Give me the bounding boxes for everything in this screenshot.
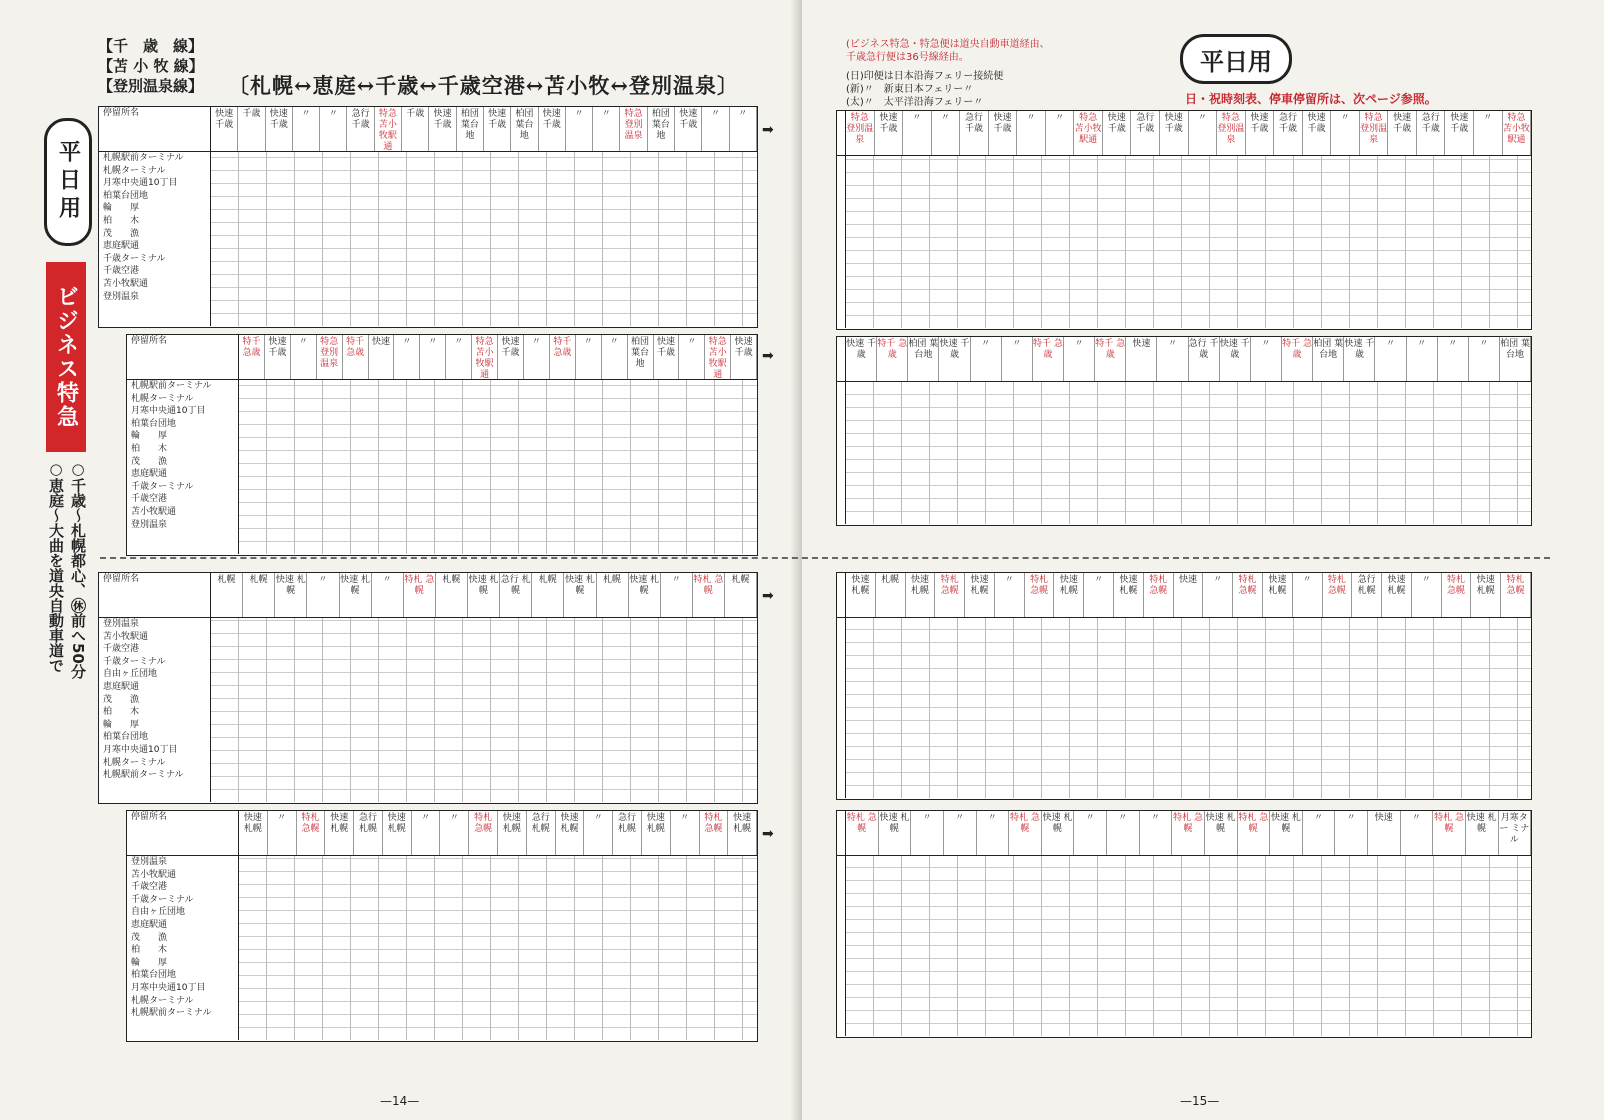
service-column-header: 快速 札幌 [906,573,936,617]
service-column-header: 〃 [1002,337,1033,381]
service-column-header: 特札 急幌 [1323,573,1353,617]
timetable-sapporo-inbound-2 [126,810,758,1042]
service-column-header: 快速 札幌 [642,811,671,855]
station-name: 柏葉台団地 [131,418,177,429]
table-header [99,573,757,618]
station-list [837,156,846,328]
right-page [802,0,1604,1120]
service-column-header: 快速 千歳 [1388,111,1417,155]
station-name: 自由ヶ丘団地 [131,907,186,918]
service-column-header: 特札 急幌 [404,573,436,617]
timetable-grid [846,156,1531,328]
service-column-header: 快速 千歳 [429,107,456,151]
service-column-header: 〃 [1189,111,1218,155]
station-name: 月寒中央通10丁目 [103,744,178,755]
station-name: 茂 漁 [103,694,140,705]
service-column-header: 特札 急幌 [1238,811,1271,855]
service-column-header: 特札 急幌 [469,811,498,855]
service-column-header: 〃 [1084,573,1114,617]
service-column-header: 柏団 葉台地 [1500,337,1531,381]
station-name: 苫小牧駅通 [131,869,177,880]
service-column-header: 特千 急歳 [877,337,908,381]
station-name: 柏葉台団地 [103,732,149,743]
service-column-header: 〃 [1140,811,1173,855]
station-name: 恵庭駅通 [103,681,140,692]
service-column-header: 快速 千歳 [1246,111,1275,155]
service-column-header: 柏団 葉台地 [628,335,654,379]
service-column-header: 快速 [1174,573,1204,617]
station-name: 札幌駅前ターミナル [103,153,184,163]
station-name: 千歳空港 [131,882,168,893]
service-column-header: 札幌 [725,573,757,617]
service-column-header: 急行 札幌 [1352,573,1382,617]
service-column-header: 〃 [977,811,1010,855]
service-column-header: 〃 [903,111,932,155]
service-column-header: 〃 [566,107,593,151]
service-column-header: 急行 千歳 [960,111,989,155]
service-column-header: 快速 [1126,337,1157,381]
service-column-header: 快速 札幌 [340,573,372,617]
station-name: 自由ヶ丘団地 [103,669,158,680]
station-name: 登別温泉 [103,619,140,629]
service-column-header: 特札 急幌 [1433,811,1466,855]
service-column-header: 快速 札幌 [239,811,268,855]
page-number-left: —14— [380,1094,420,1108]
station-name: 札幌駅前ターミナル [131,1008,212,1019]
service-column-header: 快速 札幌 [846,573,876,617]
service-column-header: 特札 急幌 [846,811,879,855]
timetable-right-outbound-1 [836,110,1532,330]
line-name-noboribetsu: 【登別温泉線】 [98,77,204,95]
service-column-header: 特急 登別温泉 [846,111,875,155]
station-column-header [837,811,846,855]
service-column-header: 〃 [1474,111,1503,155]
station-name: 柏 木 [131,443,168,454]
service-column-header: 特千 急歳 [239,335,265,379]
service-column-header: 快速 千歳 [265,335,291,379]
table-header [99,107,757,152]
station-name: 札幌ターミナル [131,995,194,1006]
line-names [98,36,204,96]
continue-arrow-icon: ➡ [762,348,774,364]
station-name: 札幌駅前ターミナル [103,770,184,781]
continue-arrow-icon: ➡ [762,588,774,604]
service-column-header: 〃 [524,335,550,379]
service-column-header: 〃 [576,335,602,379]
service-column-header: 〃 [932,111,961,155]
station-name: 札幌ターミナル [103,757,166,768]
service-column-header: 札幌 [436,573,468,617]
service-column-header: 特札 急幌 [297,811,326,855]
continue-arrow-icon: ➡ [762,122,774,138]
station-name: 茂 漁 [131,932,168,943]
service-column-header: 快速 札幌 [1382,573,1412,617]
station-column-header: 停留所名 [99,107,211,151]
timetable-right-inbound-2 [836,810,1532,1038]
service-column-header: 急行 札幌 [527,811,556,855]
service-column-header: 〃 [1064,337,1095,381]
service-column-header: 快速 千歳 [539,107,566,151]
timetable-grid [846,382,1531,524]
service-column-header: 〃 [1375,337,1406,381]
timetable-sapporo-outbound-2 [126,334,758,556]
station-name: 千歳空港 [103,644,140,655]
service-column-header: 快速 千歳 [211,107,238,151]
holiday-note: 日・祝時刻表、停車停留所は、次ページ参照。 [1185,92,1437,106]
service-column-header: 急行 千歳 [1131,111,1160,155]
station-list [837,382,846,524]
station-name: 苫小牧駅通 [103,278,149,289]
station-name: 輪 厚 [131,957,168,968]
station-column-header: 停留所名 [127,335,239,379]
route-title: 〔札幌↔恵庭↔千歳↔千歳空港↔苫小牧↔登別温泉〕 [228,73,739,98]
service-column-header: 特急 苫小牧駅通 [1503,111,1532,155]
service-column-header: 〃 [671,811,700,855]
service-column-header: 〃 [1469,337,1500,381]
station-list [127,380,239,554]
service-column-header: 〃 [1107,811,1140,855]
business-express-note: ○千歳〜札幌都心、㊡前へ50分 ○恵庭〜大曲を道央自動車道で [47,460,87,679]
service-column-header: 〃 [412,811,441,855]
line-name-chitose: 【千 歳 線】 [98,37,204,55]
timetable-grid [239,856,757,1040]
station-name: 苫小牧駅通 [103,631,149,642]
service-column-header: 快速 札幌 [275,573,307,617]
service-column-header: 特急 苫小牧駅通 [705,335,731,379]
timetable-grid [846,856,1531,1036]
service-column-header: 〃 [661,573,693,617]
timetable-sapporo-inbound-1 [98,572,758,804]
service-column-header: 〃 [593,107,620,151]
service-column-header: 快速 札幌 [879,811,912,855]
service-column-header: 柏団 葉台地 [1313,337,1344,381]
business-express-badge [46,262,86,452]
service-column-header: 快速 札幌 [728,811,757,855]
station-name: 恵庭駅通 [131,469,168,480]
service-column-header: 〃 [1157,337,1188,381]
service-column-header: 特千 急歳 [1095,337,1126,381]
service-column-header: 快速 札幌 [383,811,412,855]
service-column-header: 快速 千歳 [484,107,511,151]
service-column-header: 急行 札幌 [354,811,383,855]
table-header [837,111,1531,156]
station-name: 柏 木 [131,945,168,956]
service-column-header: 快速 千歳 [498,335,524,379]
station-column-header: 停留所名 [127,811,239,855]
station-list [99,152,211,326]
service-column-header: 〃 [1074,811,1107,855]
service-column-header: 〃 [394,335,420,379]
service-column-header: 特千 急歳 [1033,337,1064,381]
service-column-header: 特札 急幌 [1501,573,1531,617]
service-column-header: 札幌 [876,573,906,617]
service-column-header: 〃 [702,107,729,151]
service-column-header: 快速 札幌 [1471,573,1501,617]
timetable-grid [211,618,757,802]
station-name: 恵庭駅通 [131,919,168,930]
service-column-header: 快速 札幌 [1114,573,1144,617]
service-column-header: 〃 [1438,337,1469,381]
service-column-header: 快速 札幌 [1263,573,1293,617]
table-header [127,811,757,856]
weekday-badge [44,118,92,246]
station-name: 茂 漁 [103,228,140,239]
service-column-header: 〃 [971,337,1002,381]
station-name: 月寒中央通10丁目 [103,178,178,189]
station-name: 輪 厚 [131,431,168,442]
service-column-header: 札幌 [243,573,275,617]
service-column-header: 柏団 葉台地 [511,107,538,151]
service-column-header: 特千 急歳 [550,335,576,379]
service-column-header: 急行 千歳 [1274,111,1303,155]
station-column-header [837,111,846,155]
service-column-header: 特急 登別温泉 [1217,111,1246,155]
ferry-notes: (日)印便は日本沿海フェリー接続便 (新)〃 新東日本フェリー〃 (太)〃 太平洋沿海フェリー〃 [846,71,1004,108]
service-column-header: 快速 [369,335,395,379]
service-column-header: 急行 千歳 [1417,111,1446,155]
table-header [127,335,757,380]
timetable-grid [211,152,757,326]
service-column-header: 〃 [440,811,469,855]
timetable-right-outbound-2 [836,336,1532,526]
station-name: 柏 木 [103,707,140,718]
station-name: 札幌ターミナル [103,165,166,176]
station-list [99,618,211,802]
station-name: 輪 厚 [103,203,140,214]
service-column-header: 〃 [1331,111,1360,155]
service-column-header: 快速 千歳 [1103,111,1132,155]
station-name: 札幌ターミナル [131,393,194,404]
section-divider [100,557,1550,559]
service-column-header: 特千 急歳 [343,335,369,379]
business-express-label: ビジネス特急 [53,285,79,429]
service-column-header: 〃 [372,573,404,617]
service-column-header: 特札 急幌 [1172,811,1205,855]
service-column-header: 特札 急幌 [1233,573,1263,617]
service-column-header: 快速 千歳 [1220,337,1251,381]
timetable-right-inbound-1 [836,572,1532,800]
service-column-header: 千歳 [238,107,265,151]
service-column-header: 〃 [420,335,446,379]
service-column-header: 特札 急幌 [935,573,965,617]
timetable-sapporo-outbound-1 [98,106,758,328]
service-column-header: 快速 千歳 [731,335,757,379]
station-column-header: 停留所名 [99,573,211,617]
service-column-header: 特急 登別温泉 [1360,111,1389,155]
service-column-header: 〃 [730,107,757,151]
service-column-header: 〃 [1251,337,1282,381]
service-column-header: 〃 [1401,811,1434,855]
service-column-header: 快速 千歳 [846,337,877,381]
station-list [837,856,846,1036]
service-column-header: 特急 苫小牧駅通 [1074,111,1103,155]
service-column-header: 柏団 葉台地 [908,337,939,381]
service-column-header: 〃 [268,811,297,855]
service-column-header: 〃 [1412,573,1442,617]
service-column-header: 特急 苫小牧駅通 [472,335,498,379]
service-column-header: 急行 札幌 [500,573,532,617]
service-column-header: 快速 札幌 [564,573,596,617]
service-column-header: 〃 [1303,811,1336,855]
service-column-header: 快速 千歳 [654,335,680,379]
service-column-header: 〃 [293,107,320,151]
service-column-header: 〃 [995,573,1025,617]
service-column-header: 月寒ター ミナル [1499,811,1532,855]
service-column-header: 快速 千歳 [1303,111,1332,155]
station-name: 千歳ターミナル [103,656,166,667]
service-column-header: 特千 急歳 [1282,337,1313,381]
table-header [837,573,1531,618]
service-column-header: 〃 [1017,111,1046,155]
table-header [837,811,1531,856]
service-column-header: 急行 千歳 [1189,337,1220,381]
station-name: 茂 漁 [131,456,168,467]
service-column-header: 〃 [1293,573,1323,617]
service-column-header: 〃 [1046,111,1075,155]
station-name: 千歳空港 [103,266,140,277]
station-list [127,856,239,1040]
service-column-header: 〃 [1335,811,1368,855]
service-column-header: 快速 千歳 [939,337,970,381]
station-name: 月寒中央通10丁目 [131,982,206,993]
timetable-grid [239,380,757,554]
service-column-header: 快速 [1368,811,1401,855]
service-column-header: 千歳 [402,107,429,151]
service-column-header: 〃 [1203,573,1233,617]
station-name: 千歳ターミナル [103,253,166,264]
service-column-header: 快速 札幌 [498,811,527,855]
service-column-header: 札幌 [211,573,243,617]
service-column-header: 〃 [320,107,347,151]
station-name: 柏葉台団地 [131,970,177,981]
service-column-header: 快速 千歳 [266,107,293,151]
station-name: 柏 木 [103,215,140,226]
service-column-header: 〃 [307,573,339,617]
service-column-header: 快速 千歳 [675,107,702,151]
service-column-header: 快速 札幌 [1205,811,1238,855]
service-column-header: 〃 [944,811,977,855]
station-list [837,618,846,798]
station-name: 登別温泉 [103,291,140,302]
service-column-header: 快速 札幌 [468,573,500,617]
table-header [837,337,1531,382]
service-column-header: 特札 急幌 [1025,573,1055,617]
service-column-header: 快速 札幌 [629,573,661,617]
service-column-header: 快速 千歳 [1160,111,1189,155]
station-name: 輪 厚 [103,719,140,730]
service-column-header: 〃 [1407,337,1438,381]
service-column-header: 〃 [602,335,628,379]
service-column-header: 〃 [291,335,317,379]
station-name: 柏葉台団地 [103,190,149,201]
route-notes: (ビジネス特急・特急便は道央自動車道経由、 千歳急行便は36号線経由。 [846,39,1050,63]
service-column-header: 特札 急幌 [700,811,729,855]
station-column-header [837,573,846,617]
service-column-header: 〃 [679,335,705,379]
station-name: 登別温泉 [131,519,168,530]
service-column-header: 快速 札幌 [965,573,995,617]
service-column-header: 快速 千歳 [875,111,904,155]
page-number-right: —15— [1180,1094,1220,1108]
weekday-pill: 平日用 [1180,34,1292,84]
service-column-header: 急行 千歳 [347,107,374,151]
service-column-header: 柏団 葉台地 [457,107,484,151]
service-column-header: 〃 [911,811,944,855]
service-column-header: 札幌 [532,573,564,617]
service-column-header: 快速 札幌 [325,811,354,855]
service-column-header: 特札 急幌 [693,573,725,617]
continue-arrow-icon: ➡ [762,826,774,842]
station-name: 千歳空港 [131,494,168,505]
service-column-header: 快速 千歳 [1344,337,1375,381]
station-name: 千歳ターミナル [131,481,194,492]
station-name: 札幌駅前ターミナル [131,381,212,391]
service-column-header: 快速 千歳 [989,111,1018,155]
service-column-header: 快速 札幌 [1054,573,1084,617]
service-column-header: 特札 急幌 [1442,573,1472,617]
service-column-header: 特急 苫小牧駅通 [375,107,402,151]
service-column-header: 〃 [446,335,472,379]
station-name: 恵庭駅通 [103,241,140,252]
station-name: 苫小牧駅通 [131,506,177,517]
service-column-header: 快速 札幌 [1042,811,1075,855]
service-column-header: 快速 札幌 [1270,811,1303,855]
service-column-header: 特急 登別温泉 [317,335,343,379]
service-column-header: 特札 急幌 [1144,573,1174,617]
service-column-header: 札幌 [597,573,629,617]
weekday-label: 平日用 [55,140,81,224]
station-name: 登別温泉 [131,857,168,867]
line-name-tomakomai: 【苫 小 牧 線】 [98,57,204,75]
station-column-header [837,337,846,381]
service-column-header: 柏団 葉台地 [648,107,675,151]
service-column-header: 快速 札幌 [1466,811,1499,855]
timetable-grid [846,618,1531,798]
service-column-header: 快速 千歳 [1445,111,1474,155]
station-name: 月寒中央通10丁目 [131,406,206,417]
service-column-header: 特急 登別温泉 [620,107,647,151]
service-column-header: 〃 [584,811,613,855]
service-column-header: 急行 札幌 [613,811,642,855]
service-column-header: 快速 札幌 [556,811,585,855]
service-column-header: 特札 急幌 [1009,811,1042,855]
station-name: 千歳ターミナル [131,894,194,905]
